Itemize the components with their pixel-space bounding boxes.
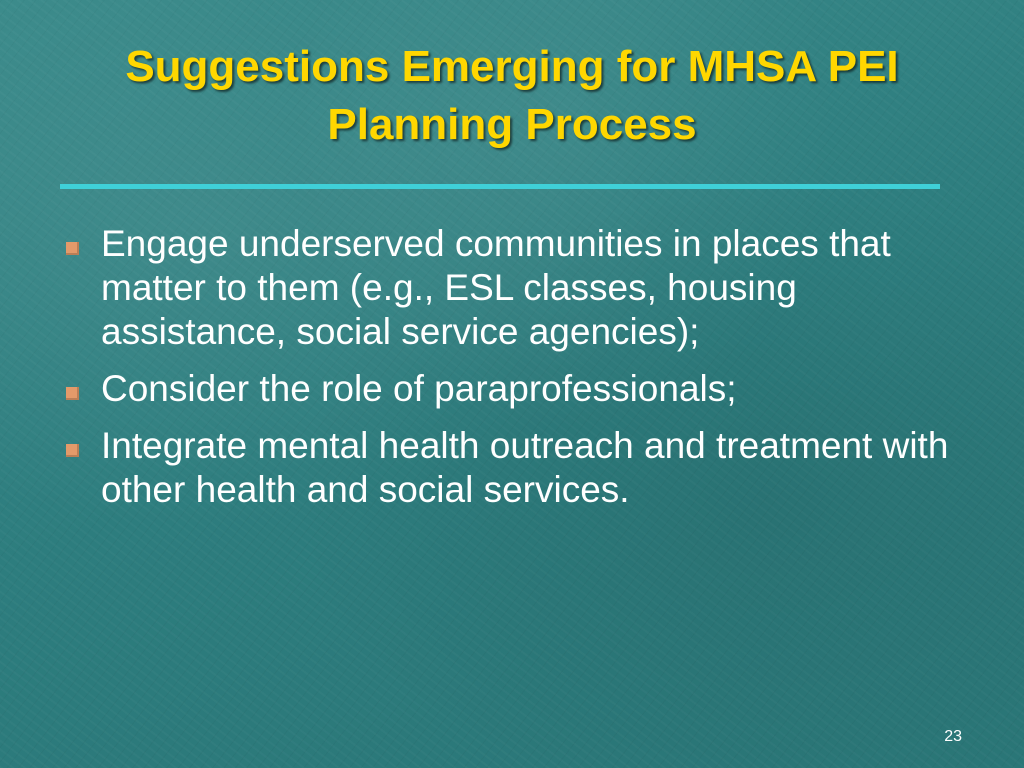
bullet-text: Engage underserved communities in places that matter to them (e.g., ESL classes, housing assistance, social service agencies); <box>101 223 891 352</box>
square-bullet-icon <box>66 444 79 457</box>
title-divider <box>60 184 940 189</box>
slide-number: 23 <box>944 728 962 745</box>
bullet-item <box>58 424 978 512</box>
bullet-item <box>58 222 978 354</box>
bullet-text: Consider the role of paraprofessionals; <box>101 368 737 409</box>
square-bullet-icon <box>66 242 79 255</box>
square-bullet-icon <box>66 387 79 400</box>
bullet-list <box>58 222 978 525</box>
slide-title <box>40 38 984 154</box>
bullet-item <box>58 367 978 411</box>
bullet-text: Integrate mental health outreach and treatment with other health and social services. <box>101 425 949 510</box>
slide-title-line-1: Suggestions Emerging for MHSA PEI <box>125 42 899 91</box>
slide-title-line-2: Planning Process <box>327 100 697 149</box>
